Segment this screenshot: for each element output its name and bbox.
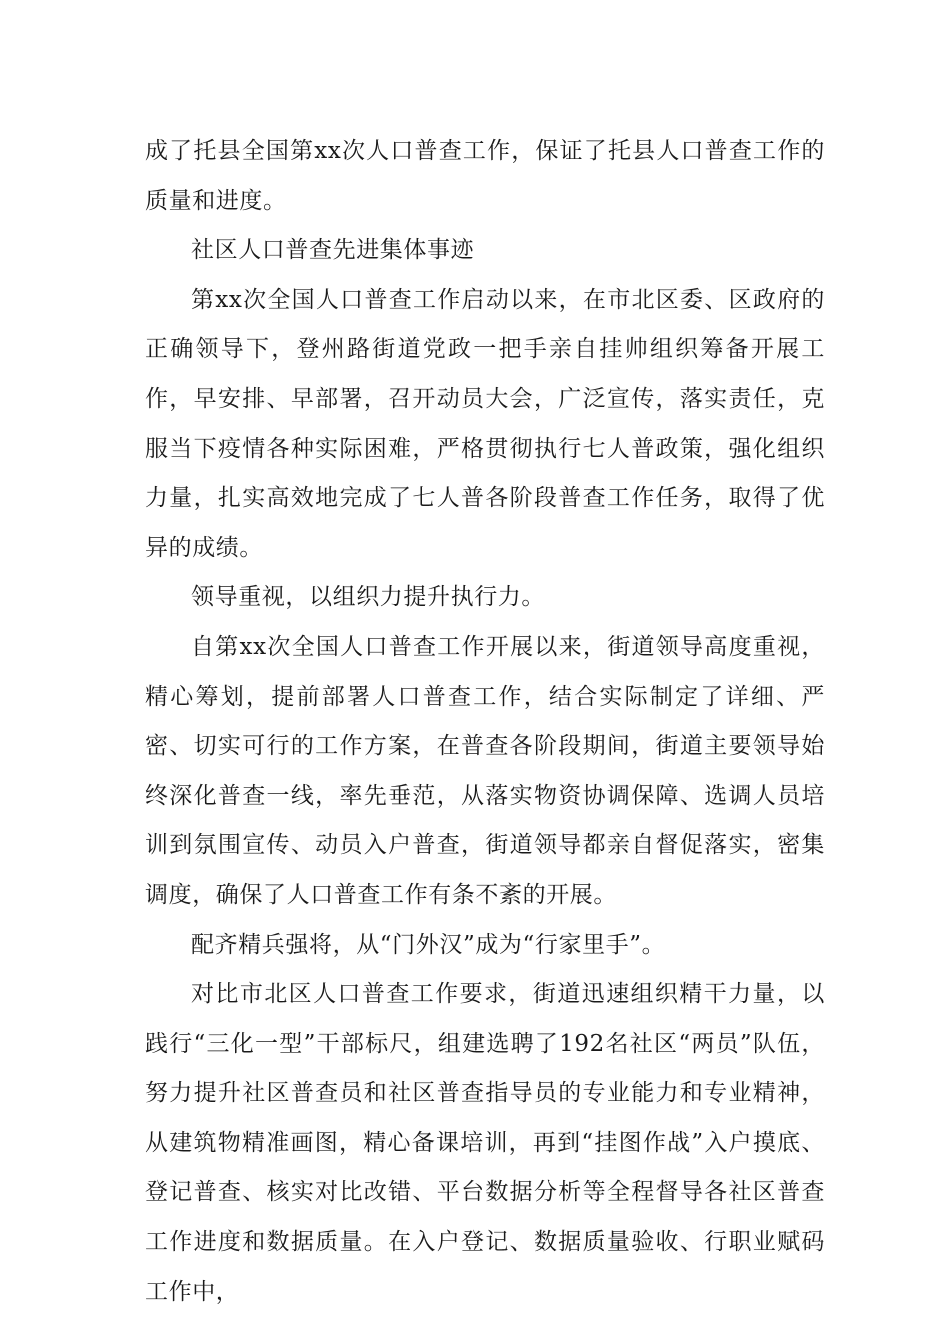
paragraph-continuation: 成了托县全国第xx次人口普查工作，保证了托县人口普查工作的质量和进度。 [145,138,825,214]
document-body [145,127,825,1317]
paragraph-staffing: 对比市北区人口普查工作要求，街道迅速组织精干力量，以践行“三化一型”干部标尺，组建选聘了192名社区“两员”队伍，努力提升社区普查员和社区普查指导员的专业能力和专业精神，从建筑物精准画图，精心备课培训，再到“挂图作战”入户摸底、登记普查、核实对比改错、平台数据分析等全程督导各社区普查工作进度和数据质量。在入户登记、数据质量验收、行职业赋码工作中， [145,981,825,1305]
section-heading: 社区人口普查先进集体事迹 [191,237,475,264]
paragraph-intro: 第xx次全国人口普查工作启动以来，在市北区委、区政府的正确领导下，登州路街道党政一把手亲自挂帅组织筹备开展工作，早安排、早部署，召开动员大会，广泛宣传，落实责任，克服当下疫情各种实际困难，严格贯彻执行七人普政策，强化组织力量，扎实高效地完成了七人普各阶段普查工作任务，取得了优异的成绩。 [145,286,825,561]
subheading-leadership: 领导重视，以组织力提升执行力。 [191,584,545,611]
paragraph-leadership: 自第xx次全国人口普查工作开展以来，街道领导高度重视，精心筹划，提前部署人口普查工作，结合实际制定了详细、严密、切实可行的工作方案，在普查各阶段期间，街道主要领导始终深化普查一线，率先垂范，从落实物资协调保障、选调人员培训到氛围宣传、动员入户普查，街道领导都亲自督促落实，密集调度，确保了人口普查工作有条不紊的开展。 [145,633,825,908]
subheading-staffing: 配齐精兵强将，从“门外汉”成为“行家里手”。 [191,931,666,958]
